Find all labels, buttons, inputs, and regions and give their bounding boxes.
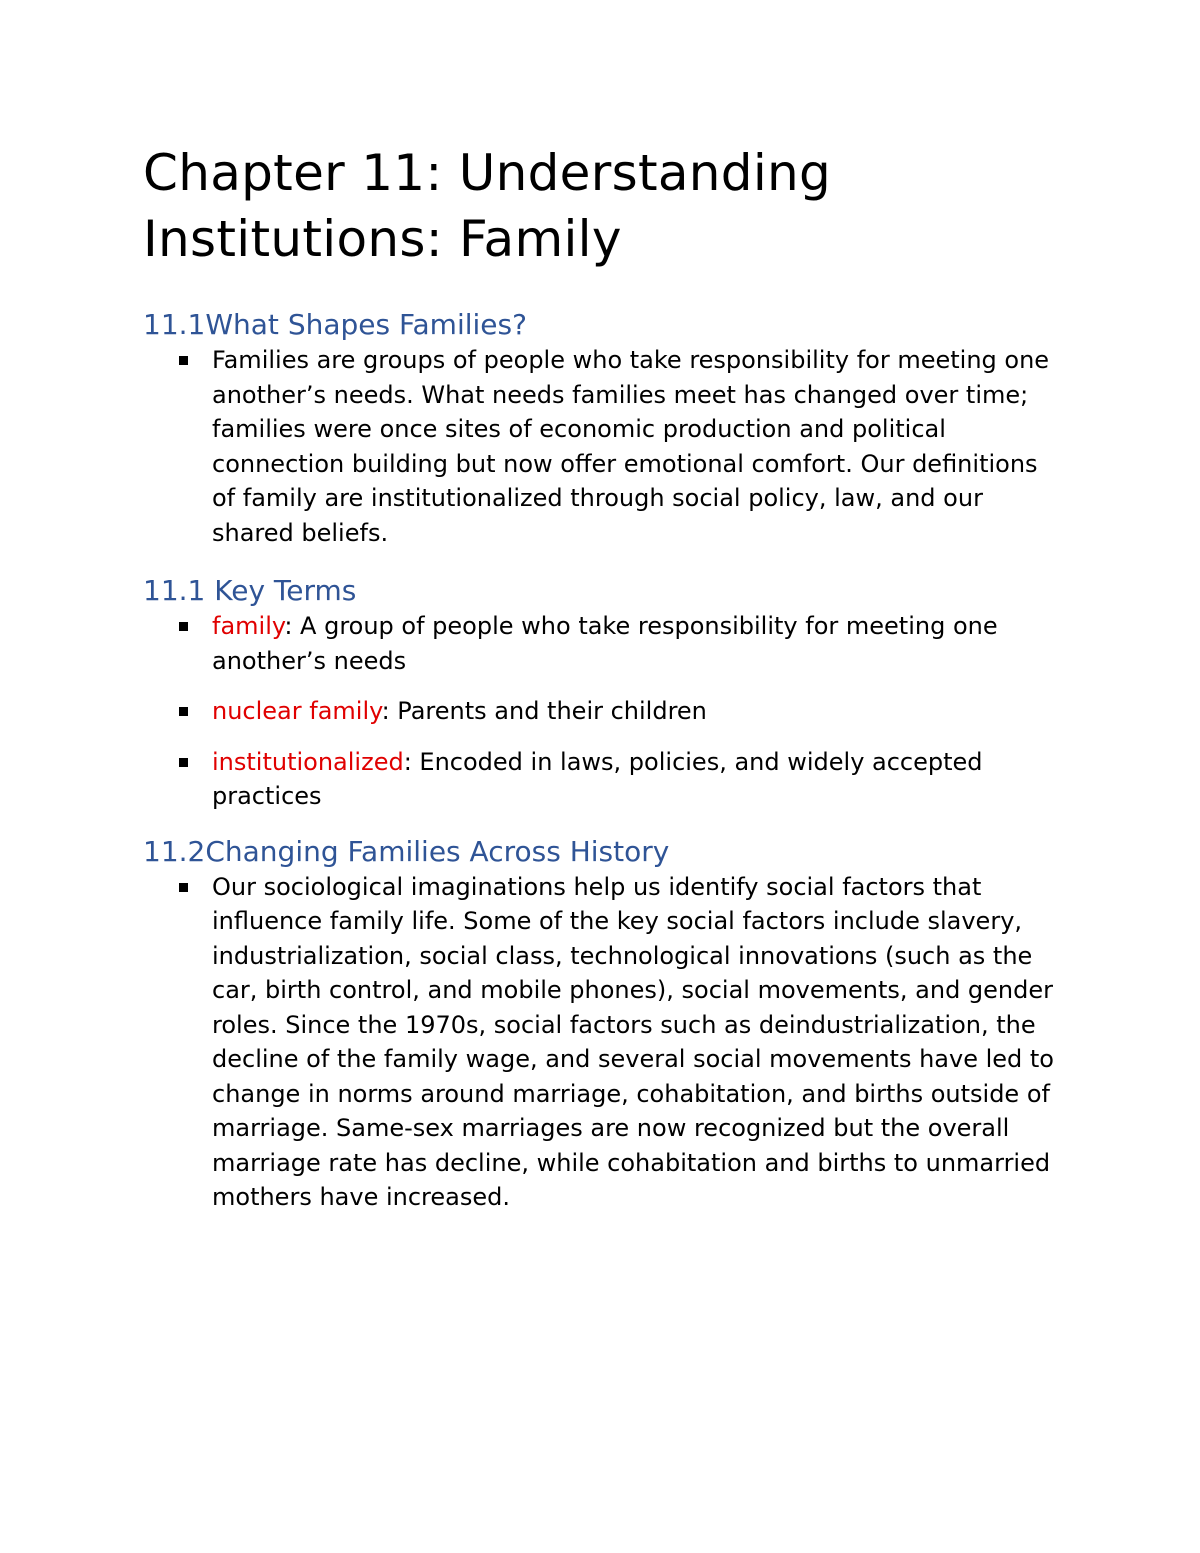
title-line-2: Institutions: Family: [143, 210, 622, 268]
key-term-definition: : A group of people who take responsibility for meeting one another’s needs: [212, 612, 998, 675]
bullet-text: Families are groups of people who take responsibility for meeting one another’s needs. What needs families meet has changed over time; families were once sites of economic production and political connection building but now offer emotional comfort. Our definitions of family are institutionalized through social policy, law, and our shared beliefs.: [212, 346, 1050, 547]
key-term-item: [143, 745, 1063, 814]
title-line-1: Chapter 11: Understanding: [143, 144, 832, 202]
page-title: [143, 140, 1063, 272]
square-bullet-icon: [179, 883, 188, 892]
square-bullet-icon: [179, 707, 188, 716]
bullet-list-changing-families: [143, 870, 1063, 1215]
section-heading-what-shapes-families: 11.1What Shapes Families?: [143, 308, 527, 341]
key-term: nuclear family: [212, 697, 382, 725]
square-bullet-icon: [179, 758, 188, 767]
list-item: [143, 870, 1063, 1215]
list-item: [143, 343, 1063, 550]
section-heading-key-terms: 11.1 Key Terms: [143, 574, 357, 607]
document-page: [143, 140, 1063, 1215]
bullet-text: Our sociological imaginations help us identify social factors that influence family life. Some of the key social factors include slavery, industrialization, social class, technological innovations (such as the car, birth control, and mobile phones), social movements, and gender roles. Since the 1970s, social factors such as deindustrialization, the decline of the family wage, and several social movements have led to change in norms around marriage, cohabitation, and births outside of marriage. Same-sex marriages are now recognized but the overall marriage rate has decline, while cohabitation and births to unmarried mothers have increased.: [212, 872, 1054, 1211]
square-bullet-icon: [179, 622, 188, 631]
bullet-list-what-shapes-families: [143, 343, 1063, 550]
section-heading-changing-families: 11.2Changing Families Across History: [143, 834, 670, 868]
key-term-definition: : Encoded in laws, policies, and widely accepted practices: [212, 747, 983, 810]
key-term-definition: : Parents and their children: [381, 697, 707, 725]
key-terms-list: [143, 609, 1063, 814]
key-term-item: [143, 694, 1063, 729]
key-term-item: [143, 609, 1063, 678]
key-term: institutionalized: [212, 747, 404, 776]
square-bullet-icon: [179, 356, 188, 365]
key-term: family: [212, 612, 285, 640]
